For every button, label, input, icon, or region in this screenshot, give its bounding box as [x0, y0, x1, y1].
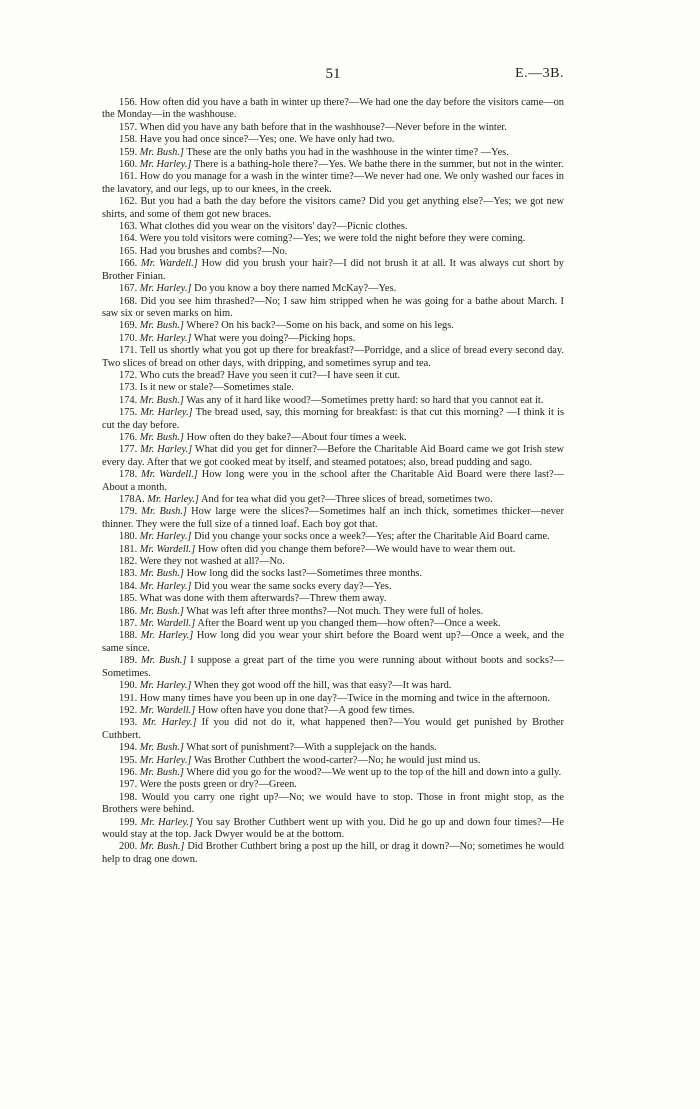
speaker-name: Mr. Harley.]: [139, 159, 192, 171]
speaker-name: Mr. Harley.]: [139, 754, 192, 766]
question-text: What did you get for dinner?—Before the Charitable Aid Board came we got Irish stew every day. After that we got cooked meat by itself, and steamed potatoes; also, bread pudding and sago.: [102, 444, 564, 468]
speaker-name: Mr. Harley.]: [139, 283, 192, 295]
question-text: Do you know a boy there named McKay?—Yes.: [194, 283, 397, 295]
question-text: What sort of punishment?—With a supplejack on the hands.: [186, 742, 437, 754]
question-number: 189.: [119, 655, 138, 667]
question-number: 172.: [119, 369, 138, 381]
question-paragraph: [102, 531, 564, 543]
question-paragraph: [102, 296, 564, 321]
question-text: How do you manage for a wash in the winter time?—We never had one. We only washed our faces in the lavatory, and our legs, up to our knees, in the creek.: [102, 171, 564, 195]
question-number: 168.: [119, 295, 138, 307]
question-paragraph: [102, 779, 564, 791]
question-number: 188.: [119, 630, 138, 642]
question-number: 162.: [119, 196, 138, 208]
question-text: How did you brush your hair?—I did not brush it at all. It was always cut short by Brother Finian.: [102, 258, 564, 282]
question-number: 187.: [119, 618, 138, 630]
question-number: 183.: [119, 568, 138, 580]
question-text: Were they not washed at all?—No.: [139, 556, 285, 568]
question-paragraph: [102, 581, 564, 593]
question-text: The bread used, say, this morning for breakfast: is that cut this morning? —I think it is cut the day before.: [102, 407, 565, 431]
speaker-name: Mr. Wardell.]: [139, 618, 196, 630]
question-number: 165.: [119, 245, 138, 257]
question-text: How long did you wear your shirt before the Board went up?—Once a week, and the same since.: [102, 630, 564, 654]
page-header: [102, 66, 564, 86]
speaker-name: Mr. Bush.]: [139, 605, 184, 617]
speaker-name: Mr. Harley.]: [140, 407, 193, 419]
question-text: I suppose a great part of the time you were running about without boots and socks?—Sometimes.: [102, 655, 564, 679]
speaker-name: Mr. Harley.]: [147, 494, 199, 505]
question-paragraph: [102, 395, 564, 407]
question-paragraph: [102, 382, 564, 394]
question-text: How long were you in the school after the Charitable Aid Board were there last?—About a month.: [102, 469, 564, 493]
question-paragraph: [102, 494, 564, 506]
question-paragraph: [102, 506, 564, 531]
question-text: Where? On his back?—Some on his back, and some on his legs.: [186, 320, 454, 332]
question-number: 174.: [119, 394, 138, 406]
speaker-name: Mr. Bush.]: [141, 655, 187, 667]
speaker-name: Mr. Wardell.]: [141, 469, 198, 481]
speaker-name: Mr. Bush.]: [140, 841, 185, 853]
question-text: Did Brother Cuthbert bring a post up the hill, or drag it down?—No; sometimes he would help to drag one down.: [102, 841, 564, 865]
question-text: When did you have any bath before that in the washhouse?—Never before in the winter.: [139, 121, 507, 133]
speaker-name: Mr. Harley.]: [140, 816, 194, 828]
question-text: How long did the socks last?—Sometimes three months.: [186, 568, 423, 580]
question-text: When they got wood off the hill, was that easy?—It was hard.: [193, 680, 452, 692]
question-number: 177.: [119, 444, 138, 456]
question-number: 200.: [119, 841, 138, 853]
testimony-body: [102, 97, 564, 866]
question-paragraph: [102, 134, 564, 146]
question-paragraph: [102, 618, 564, 630]
question-text: Where did you go for the wood?—We went up to the top of the hill and down into a gully.: [186, 766, 562, 778]
question-paragraph: [102, 755, 564, 767]
speaker-name: Mr. Bush.]: [139, 766, 184, 778]
document-reference: E.—3B.: [515, 66, 564, 81]
question-text: After the Board went up you changed them—how often?—Once a week.: [197, 618, 501, 630]
question-paragraph: [102, 544, 564, 556]
question-text: Were the posts green or dry?—Green.: [139, 779, 297, 791]
question-text: These are the only baths you had in the washhouse in the winter time? —Yes.: [186, 146, 509, 158]
question-text: What were you doing?—Picking hops.: [193, 332, 356, 344]
question-text: Was any of it hard like wood?—Sometimes pretty hard: so hard that you cannot eat it.: [186, 394, 544, 406]
speaker-name: Mr. Harley.]: [139, 531, 192, 543]
question-number: 184.: [119, 580, 138, 592]
speaker-name: Mr. Wardell.]: [141, 258, 198, 270]
question-number: 167.: [119, 283, 138, 295]
question-number: 176.: [119, 431, 138, 443]
question-text: Was Brother Cuthbert the wood-carter?—No; he would just mind us.: [193, 754, 481, 766]
question-number: 171.: [119, 345, 138, 357]
question-paragraph: [102, 432, 564, 444]
speaker-name: Mr. Bush.]: [139, 320, 184, 332]
question-number: 196.: [119, 766, 138, 778]
speaker-name: Mr. Harley.]: [140, 630, 194, 642]
question-number: 193.: [119, 717, 138, 729]
question-paragraph: [102, 196, 564, 221]
question-text: Who cuts the bread? Have you seen it cut?—I have seen it cut.: [139, 369, 401, 381]
question-paragraph: [102, 693, 564, 705]
speaker-name: Mr. Bush.]: [139, 146, 184, 158]
question-paragraph: [102, 407, 564, 432]
question-text: Did you wear the same socks every day?—Yes.: [194, 580, 392, 592]
question-number: 178.: [119, 469, 138, 481]
speaker-name: Mr. Wardell.]: [139, 543, 196, 555]
question-number: 181.: [119, 543, 138, 555]
question-number: 186.: [119, 605, 138, 617]
question-text: Did you see him thrashed?—No; I saw him stripped when he was going for a bathe about March. I saw six or seven marks on him.: [102, 295, 564, 319]
question-paragraph: [102, 233, 564, 245]
question-text: How large were the slices?—Sometimes half an inch thick, sometimes thicker—never thinner. They were the full size of a tinned loaf. Each boy got that.: [102, 506, 564, 530]
question-paragraph: [102, 742, 564, 754]
question-text: How often have you done that?—A good few times.: [197, 704, 415, 716]
question-number: 158.: [119, 134, 138, 146]
question-number: 161.: [119, 171, 138, 183]
question-paragraph: [102, 246, 564, 258]
page-number: 51: [325, 66, 341, 82]
question-text: But you had a bath the day before the visitors came? Did you get anything else?—Yes; we got new shirts, and some of them got new braces.: [102, 196, 564, 220]
question-paragraph: [102, 283, 564, 295]
speaker-name: Mr. Bush.]: [139, 431, 184, 443]
question-number: 159.: [119, 146, 138, 158]
question-text: Is it new or stale?—Sometimes stale.: [139, 382, 294, 394]
question-number: 198.: [119, 791, 138, 803]
question-text: How many times have you been up in one day?—Twice in the morning and twice in the afternoon.: [139, 692, 550, 704]
question-number: 166.: [119, 258, 138, 270]
question-paragraph: [102, 171, 564, 196]
question-number: 164.: [119, 233, 138, 245]
speaker-name: Mr. Harley.]: [140, 444, 193, 456]
question-text: Would you carry one right up?—No; we would have to stop. Those in front might stop, as the Brothers were behind.: [102, 791, 564, 816]
question-number: 169.: [119, 320, 138, 332]
question-paragraph: [102, 370, 564, 382]
question-number: 191.: [119, 692, 138, 704]
question-paragraph: [102, 792, 564, 817]
question-paragraph: [102, 817, 564, 842]
question-paragraph: [102, 556, 564, 568]
question-text: Have you had once since?—Yes; one. We have only had two.: [139, 134, 395, 146]
question-number: 160.: [119, 159, 138, 171]
question-text: If you did not do it, what happened then?—You would get punished by Brother Cuthbert.: [102, 717, 564, 741]
speaker-name: Mr. Bush.]: [141, 506, 187, 518]
question-paragraph: [102, 680, 564, 692]
question-text: Tell us shortly what you got up there for breakfast?—Porridge, and a slice of bread every second day. Two slices of bread on other days, with dripping, and sometimes syrup and tea.: [102, 345, 564, 369]
question-paragraph: [102, 593, 564, 605]
question-text: What was left after three months?—Not much. They were full of holes.: [186, 605, 484, 617]
question-paragraph: [102, 717, 564, 742]
question-text: What was done with them afterwards?—Threw them away.: [139, 593, 387, 605]
question-paragraph: [102, 568, 564, 580]
question-number: 182.: [119, 556, 138, 568]
speaker-name: Mr. Bush.]: [139, 394, 184, 406]
question-number: 178A.: [119, 494, 145, 505]
question-number: 180.: [119, 531, 138, 543]
question-text: Had you brushes and combs?—No.: [139, 245, 288, 257]
question-text: How often did you have a bath in winter up there?—We had one the day before the visitors came—on the Monday—in the washhouse.: [102, 97, 564, 121]
question-number: 197.: [119, 779, 138, 791]
question-paragraph: [102, 444, 564, 469]
question-text: What clothes did you wear on the visitors' day?—Picnic clothes.: [139, 221, 408, 233]
question-paragraph: [102, 97, 564, 122]
speaker-name: Mr. Harley.]: [139, 580, 192, 592]
question-number: 156.: [119, 97, 138, 108]
question-number: 179.: [119, 506, 138, 518]
speaker-name: Mr. Harley.]: [142, 717, 197, 729]
question-paragraph: [102, 767, 564, 779]
question-paragraph: [102, 333, 564, 345]
question-paragraph: [102, 655, 564, 680]
question-text: And for tea what did you get?—Three slices of bread, sometimes two.: [201, 494, 493, 505]
question-paragraph: [102, 147, 564, 159]
question-number: 185.: [119, 593, 138, 605]
question-paragraph: [102, 258, 564, 283]
question-paragraph: [102, 159, 564, 171]
question-number: 157.: [119, 121, 138, 133]
question-number: 170.: [119, 332, 138, 344]
question-text: Did you change your socks once a week?—Yes; after the Charitable Aid Board came.: [194, 531, 550, 543]
speaker-name: Mr. Wardell.]: [139, 704, 196, 716]
question-text: Were you told visitors were coming?—Yes; we were told the night before they were coming.: [139, 233, 526, 245]
question-paragraph: [102, 345, 564, 370]
question-paragraph: [102, 469, 564, 494]
question-paragraph: [102, 841, 564, 866]
question-paragraph: [102, 320, 564, 332]
speaker-name: Mr. Harley.]: [139, 332, 192, 344]
question-number: 175.: [119, 407, 138, 419]
question-number: 199.: [119, 816, 138, 828]
question-text: You say Brother Cuthbert went up with you. Did he go up and down four times?—He would stay at the top. Jack Dwyer would be at the bottom.: [102, 816, 564, 840]
question-paragraph: [102, 606, 564, 618]
question-paragraph: [102, 122, 564, 134]
question-number: 190.: [119, 680, 138, 692]
question-number: 195.: [119, 754, 138, 766]
question-number: 192.: [119, 704, 138, 716]
question-paragraph: [102, 221, 564, 233]
question-text: How often did you change them before?—We would have to wear them out.: [197, 543, 516, 555]
question-number: 163.: [119, 221, 138, 233]
question-number: 194.: [119, 742, 138, 754]
question-paragraph: [102, 630, 564, 655]
speaker-name: Mr. Harley.]: [139, 680, 192, 692]
question-paragraph: [102, 705, 564, 717]
question-number: 173.: [119, 382, 138, 394]
question-text: There is a bathing-hole there?—Yes. We bathe there in the summer, but not in the winter.: [193, 159, 564, 171]
speaker-name: Mr. Bush.]: [139, 568, 184, 580]
speaker-name: Mr. Bush.]: [139, 742, 184, 754]
question-text: How often do they bake?—About four times a week.: [186, 431, 407, 443]
